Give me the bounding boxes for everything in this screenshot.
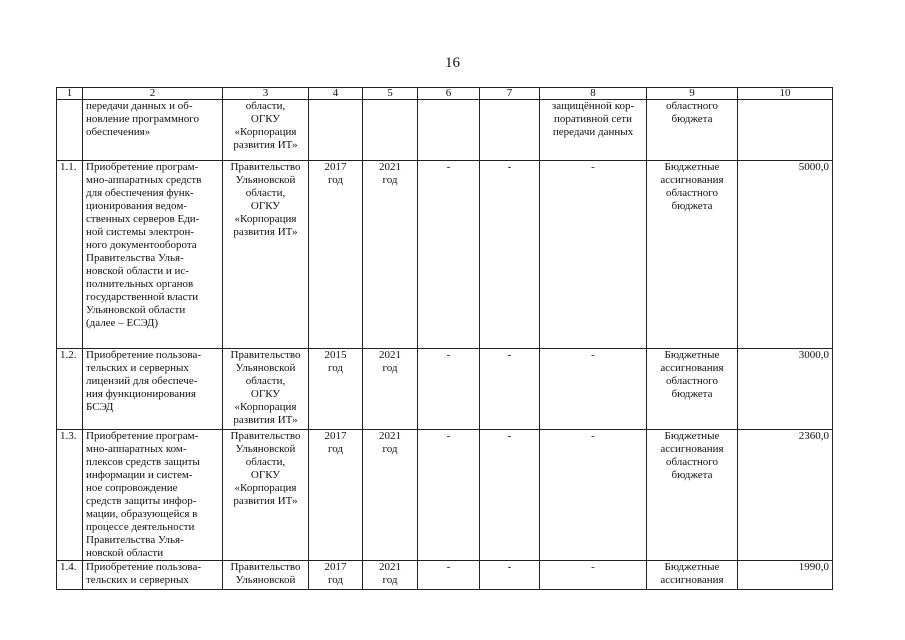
item-description: передачи данных и об- новление программного обеспечения» xyxy=(83,100,223,161)
item-start-year: 2017 год xyxy=(309,561,363,590)
table-row xyxy=(57,161,833,349)
item-col6 xyxy=(418,100,480,161)
item-description: Приобретение пользова- тельских и серверных лицензий для обеспече- ния функционирования БСЭД xyxy=(83,349,223,430)
item-number: 1.2. xyxy=(57,349,83,430)
column-header: 5 xyxy=(363,88,418,100)
item-description: Приобретение пользова- тельских и серверных xyxy=(83,561,223,590)
item-end-year: 2021 год xyxy=(363,161,418,349)
item-number xyxy=(57,100,83,161)
item-executor: Правительство Ульяновской области, ОГКУ «Корпорация развития ИТ» xyxy=(223,430,309,561)
item-col7: - xyxy=(480,430,540,561)
column-header: 1 xyxy=(57,88,83,100)
item-col7: - xyxy=(480,349,540,430)
item-funding-source: областного бюджета xyxy=(647,100,738,161)
item-start-year: 2015 год xyxy=(309,349,363,430)
column-header: 6 xyxy=(418,88,480,100)
item-col7: - xyxy=(480,161,540,349)
column-header: 10 xyxy=(738,88,833,100)
item-number: 1.4. xyxy=(57,561,83,590)
item-col6: - xyxy=(418,561,480,590)
table-row xyxy=(57,561,833,590)
item-amount: 2360,0 xyxy=(738,430,833,561)
column-header: 2 xyxy=(83,88,223,100)
item-end-year: 2021 год xyxy=(363,430,418,561)
item-col6: - xyxy=(418,161,480,349)
program-table xyxy=(56,87,833,590)
item-col7 xyxy=(480,100,540,161)
item-col8: защищённой кор- поративной сети передачи данных xyxy=(540,100,647,161)
item-amount: 1990,0 xyxy=(738,561,833,590)
item-amount xyxy=(738,100,833,161)
item-col8: - xyxy=(540,349,647,430)
table-row xyxy=(57,430,833,561)
item-col7: - xyxy=(480,561,540,590)
column-header: 4 xyxy=(309,88,363,100)
column-header: 8 xyxy=(540,88,647,100)
item-executor: Правительство Ульяновской области, ОГКУ «Корпорация развития ИТ» xyxy=(223,349,309,430)
item-funding-source: Бюджетные ассигнования областного бюджета xyxy=(647,349,738,430)
column-header: 9 xyxy=(647,88,738,100)
item-end-year xyxy=(363,100,418,161)
item-end-year: 2021 год xyxy=(363,349,418,430)
item-col6: - xyxy=(418,349,480,430)
item-description: Приобретение програм- мно-аппаратных ком- плексов средств защиты информации и систем- ное сопровождение средств защиты инфор- мации, образующейся в процессе деятельности Правительства Улья- новской области xyxy=(83,430,223,561)
item-funding-source: Бюджетные ассигнования областного бюджета xyxy=(647,161,738,349)
item-funding-source: Бюджетные ассигнования областного бюджета xyxy=(647,430,738,561)
item-number: 1.3. xyxy=(57,430,83,561)
item-amount: 5000,0 xyxy=(738,161,833,349)
item-amount: 3000,0 xyxy=(738,349,833,430)
page-number: 16 xyxy=(445,55,460,71)
item-executor: Правительство Ульяновской xyxy=(223,561,309,590)
item-funding-source: Бюджетные ассигнования xyxy=(647,561,738,590)
item-col8: - xyxy=(540,430,647,561)
column-header: 3 xyxy=(223,88,309,100)
item-start-year: 2017 год xyxy=(309,161,363,349)
table-row xyxy=(57,349,833,430)
item-description: Приобретение програм- мно-аппаратных средств для обеспечения функ- ционирования ведом- ственных серверов Еди- ной системы электрон- ного документооборота Правительства Улья- новской области и ис- полнительных органов государственной власти Ульяновской области (далее – ЕСЭД) xyxy=(83,161,223,349)
item-executor: Правительство Ульяновской области, ОГКУ «Корпорация развития ИТ» xyxy=(223,161,309,349)
column-number-row xyxy=(57,88,833,100)
item-start-year: 2017 год xyxy=(309,430,363,561)
table-row xyxy=(57,100,833,161)
item-col8: - xyxy=(540,161,647,349)
item-end-year: 2021 год xyxy=(363,561,418,590)
item-col8: - xyxy=(540,561,647,590)
item-start-year xyxy=(309,100,363,161)
column-header: 7 xyxy=(480,88,540,100)
item-col6: - xyxy=(418,430,480,561)
item-executor: области, ОГКУ «Корпорация развития ИТ» xyxy=(223,100,309,161)
item-number: 1.1. xyxy=(57,161,83,349)
